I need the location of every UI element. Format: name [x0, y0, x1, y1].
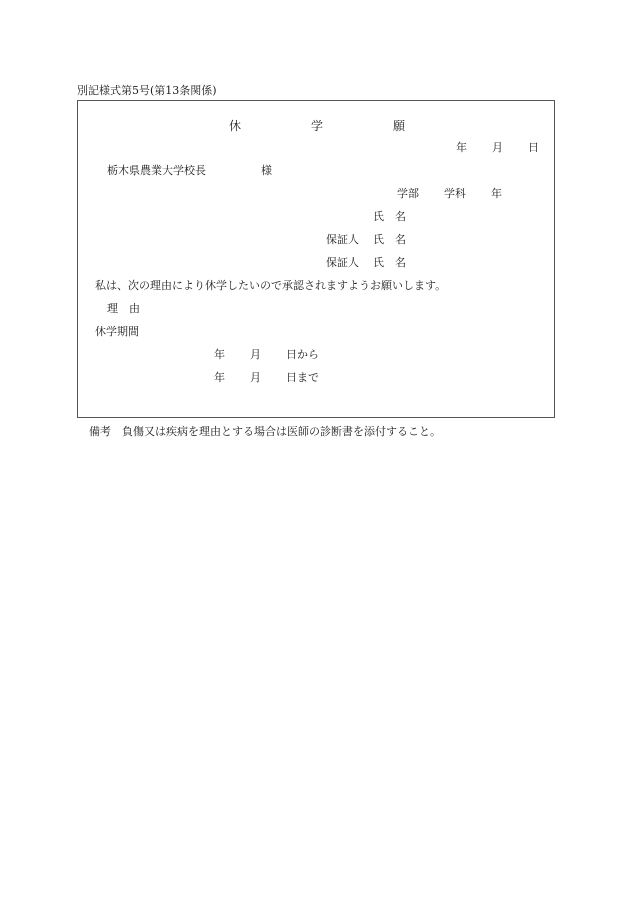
- date-year-label: 年: [456, 141, 467, 154]
- guarantor-1-role: 保証人: [326, 233, 359, 246]
- period-to-year: 年: [214, 371, 225, 384]
- date-month-label: 月: [492, 141, 503, 154]
- addressee-honorific: 様: [261, 164, 272, 177]
- guarantor-1-name-label: 氏 名: [373, 233, 406, 246]
- period-from-month: 月: [250, 348, 261, 361]
- applicant-name-label: 氏 名: [373, 210, 406, 223]
- period-to-suffix: 日まで: [286, 371, 319, 384]
- request-statement: 私は、次の理由により休学したいので承認されますようお願いします。: [95, 279, 447, 292]
- guarantor-2-role: 保証人: [326, 256, 359, 269]
- title-char-2: 学: [311, 119, 324, 133]
- title-char-1: 休: [229, 119, 242, 133]
- period-label: 休学期間: [95, 325, 139, 338]
- addressee-name: 栃木県農業大学校長: [107, 164, 206, 177]
- period-from-year: 年: [214, 348, 225, 361]
- period-to-month: 月: [250, 371, 261, 384]
- grade-label: 年: [491, 187, 502, 200]
- department-label: 学部: [397, 187, 419, 200]
- reason-label: 理 由: [107, 302, 140, 315]
- guarantor-2-name-label: 氏 名: [373, 256, 406, 269]
- form-reference: 別記様式第5号(第13条関係): [77, 84, 217, 97]
- date-day-label: 日: [528, 141, 539, 154]
- footer-note: 備考 負傷又は疾病を理由とする場合は医師の診断書を添付すること。: [89, 425, 441, 438]
- period-from-suffix: 日から: [286, 348, 319, 361]
- course-label: 学科: [444, 187, 466, 200]
- title-char-3: 願: [393, 119, 406, 133]
